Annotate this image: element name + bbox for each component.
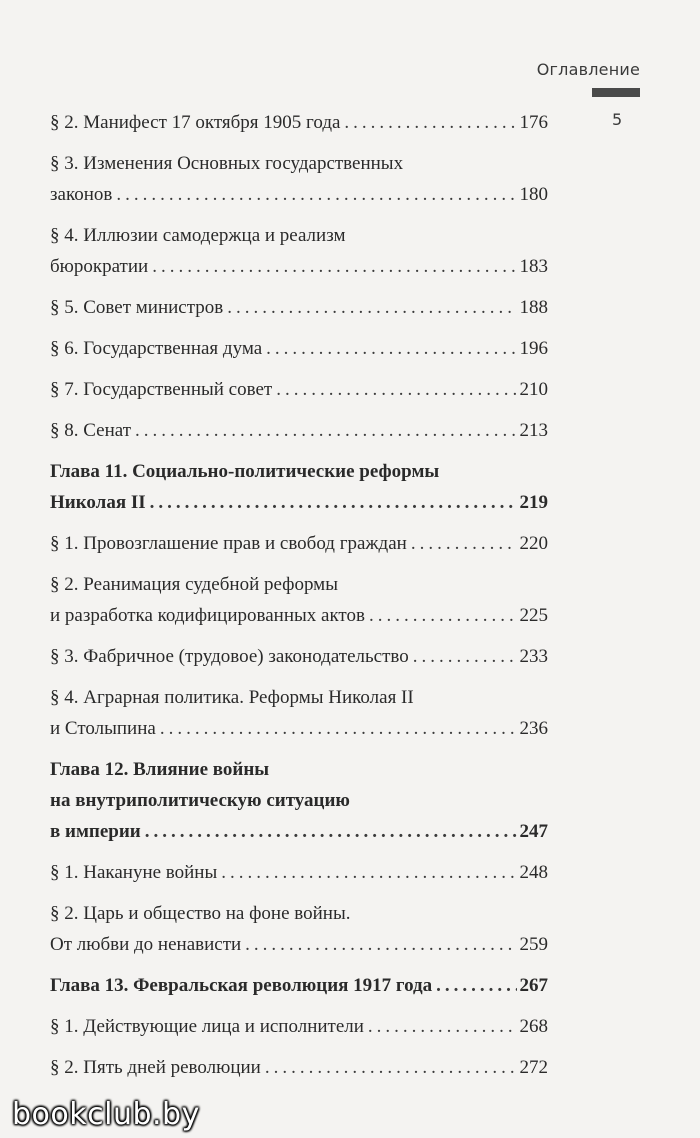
toc-page-number: 176 bbox=[519, 112, 548, 133]
dot-leader bbox=[265, 1052, 517, 1083]
toc-section-entry bbox=[50, 857, 548, 888]
toc-section-entry bbox=[50, 682, 548, 744]
dot-leader bbox=[344, 107, 516, 138]
toc-section-entry bbox=[50, 1052, 548, 1083]
toc-page-number: 180 bbox=[519, 184, 548, 205]
dot-leader bbox=[135, 415, 516, 446]
watermark-logo: bookclub.by bbox=[12, 1097, 200, 1132]
toc-entry-title-line: Глава 11. Социально-политические реформы bbox=[50, 461, 440, 482]
toc-entry-title-line: § 2. Царь и общество на фоне войны. bbox=[50, 903, 351, 924]
toc-entry-title-line: § 1. Провозглашение прав и свобод граждан bbox=[50, 533, 407, 554]
toc-page-number: 267 bbox=[519, 975, 548, 996]
running-title: Оглавление bbox=[536, 60, 640, 79]
dot-leader bbox=[276, 374, 516, 405]
toc-entry-title-line: § 2. Пять дней революции bbox=[50, 1057, 261, 1078]
toc-page-number: 220 bbox=[519, 533, 548, 554]
toc-entry-title-line: § 6. Государственная дума bbox=[50, 338, 263, 359]
toc-entry-title-line: § 1. Накануне войны bbox=[50, 862, 218, 883]
toc-section-entry bbox=[50, 107, 548, 138]
toc-page-number: 210 bbox=[519, 379, 548, 400]
toc-entry-title-line: § 2. Реанимация судебной реформы bbox=[50, 574, 338, 595]
toc-entry-title-line: § 4. Иллюзии самодержца и реализм bbox=[50, 225, 346, 246]
toc-entry-title-line: § 4. Аграрная политика. Реформы Николая II bbox=[50, 687, 414, 708]
dot-leader bbox=[368, 1011, 517, 1042]
toc-section-entry bbox=[50, 1011, 548, 1042]
toc-section-entry bbox=[50, 148, 548, 210]
toc-chapter-entry bbox=[50, 754, 548, 847]
dot-leader bbox=[411, 528, 517, 559]
toc-entry-title-line: § 1. Действующие лица и исполнители bbox=[50, 1016, 364, 1037]
dot-leader bbox=[413, 641, 517, 672]
toc-section-entry bbox=[50, 528, 548, 559]
toc-section-entry bbox=[50, 569, 548, 631]
toc-entry-title-line: § 2. Манифест 17 октября 1905 года bbox=[50, 112, 341, 133]
toc-page-number: 233 bbox=[519, 646, 548, 667]
toc-page-number: 183 bbox=[519, 256, 548, 277]
dot-leader bbox=[152, 251, 516, 282]
toc-page-number: 213 bbox=[519, 420, 548, 441]
toc-entry-title-line: и Столыпина bbox=[50, 718, 156, 739]
toc-entry-title-line: бюрократии bbox=[50, 256, 149, 277]
toc-section-entry bbox=[50, 220, 548, 282]
dot-leader bbox=[160, 713, 517, 744]
toc-page-number: 196 bbox=[519, 338, 548, 359]
toc-page-number: 268 bbox=[519, 1016, 548, 1037]
dot-leader bbox=[150, 487, 517, 518]
toc-entry-title-line: § 5. Совет министров bbox=[50, 297, 224, 318]
toc-entry-title-line: в империи bbox=[50, 821, 141, 842]
toc-chapter-entry bbox=[50, 970, 548, 1001]
page-number: 5 bbox=[612, 110, 623, 129]
toc-page-number: 248 bbox=[519, 862, 548, 883]
toc-page-number: 259 bbox=[519, 934, 548, 955]
toc-section-entry bbox=[50, 641, 548, 672]
toc-section-entry bbox=[50, 415, 548, 446]
dot-leader bbox=[436, 970, 516, 1001]
toc-page-number: 225 bbox=[519, 605, 548, 626]
toc-page-number: 188 bbox=[519, 297, 548, 318]
toc-section-entry bbox=[50, 333, 548, 364]
dot-leader bbox=[266, 333, 516, 364]
toc-entry-title-line: § 7. Государственный совет bbox=[50, 379, 273, 400]
toc-entry-title-line: § 3. Изменения Основных государственных bbox=[50, 153, 404, 174]
dot-leader bbox=[227, 292, 516, 323]
toc-section-entry bbox=[50, 898, 548, 960]
table-of-contents bbox=[50, 107, 548, 1093]
toc-chapter-entry bbox=[50, 456, 548, 518]
toc-entry-title-line: законов bbox=[50, 184, 113, 205]
toc-section-entry bbox=[50, 374, 548, 405]
toc-entry-title-line: на внутриполитическую ситуацию bbox=[50, 790, 350, 811]
header-bar bbox=[592, 88, 640, 97]
toc-section-entry bbox=[50, 292, 548, 323]
dot-leader bbox=[145, 816, 517, 847]
toc-page-number: 272 bbox=[519, 1057, 548, 1078]
toc-page-number: 247 bbox=[519, 821, 548, 842]
dot-leader bbox=[245, 929, 516, 960]
toc-entry-title-line: Глава 12. Влияние войны bbox=[50, 759, 270, 780]
toc-entry-title-line: и разработка кодифицированных актов bbox=[50, 605, 365, 626]
toc-entry-title-line: От любви до ненависти bbox=[50, 934, 242, 955]
toc-entry-title-line: § 3. Фабричное (трудовое) законодательство bbox=[50, 646, 409, 667]
dot-leader bbox=[369, 600, 517, 631]
dot-leader bbox=[221, 857, 516, 888]
toc-page-number: 219 bbox=[519, 492, 548, 513]
dot-leader bbox=[116, 179, 516, 210]
toc-page-number: 236 bbox=[519, 718, 548, 739]
toc-entry-title-line: Николая II bbox=[50, 492, 146, 513]
toc-entry-title-line: § 8. Сенат bbox=[50, 420, 132, 441]
toc-entry-title-line: Глава 13. Февральская революция 1917 года bbox=[50, 975, 433, 996]
